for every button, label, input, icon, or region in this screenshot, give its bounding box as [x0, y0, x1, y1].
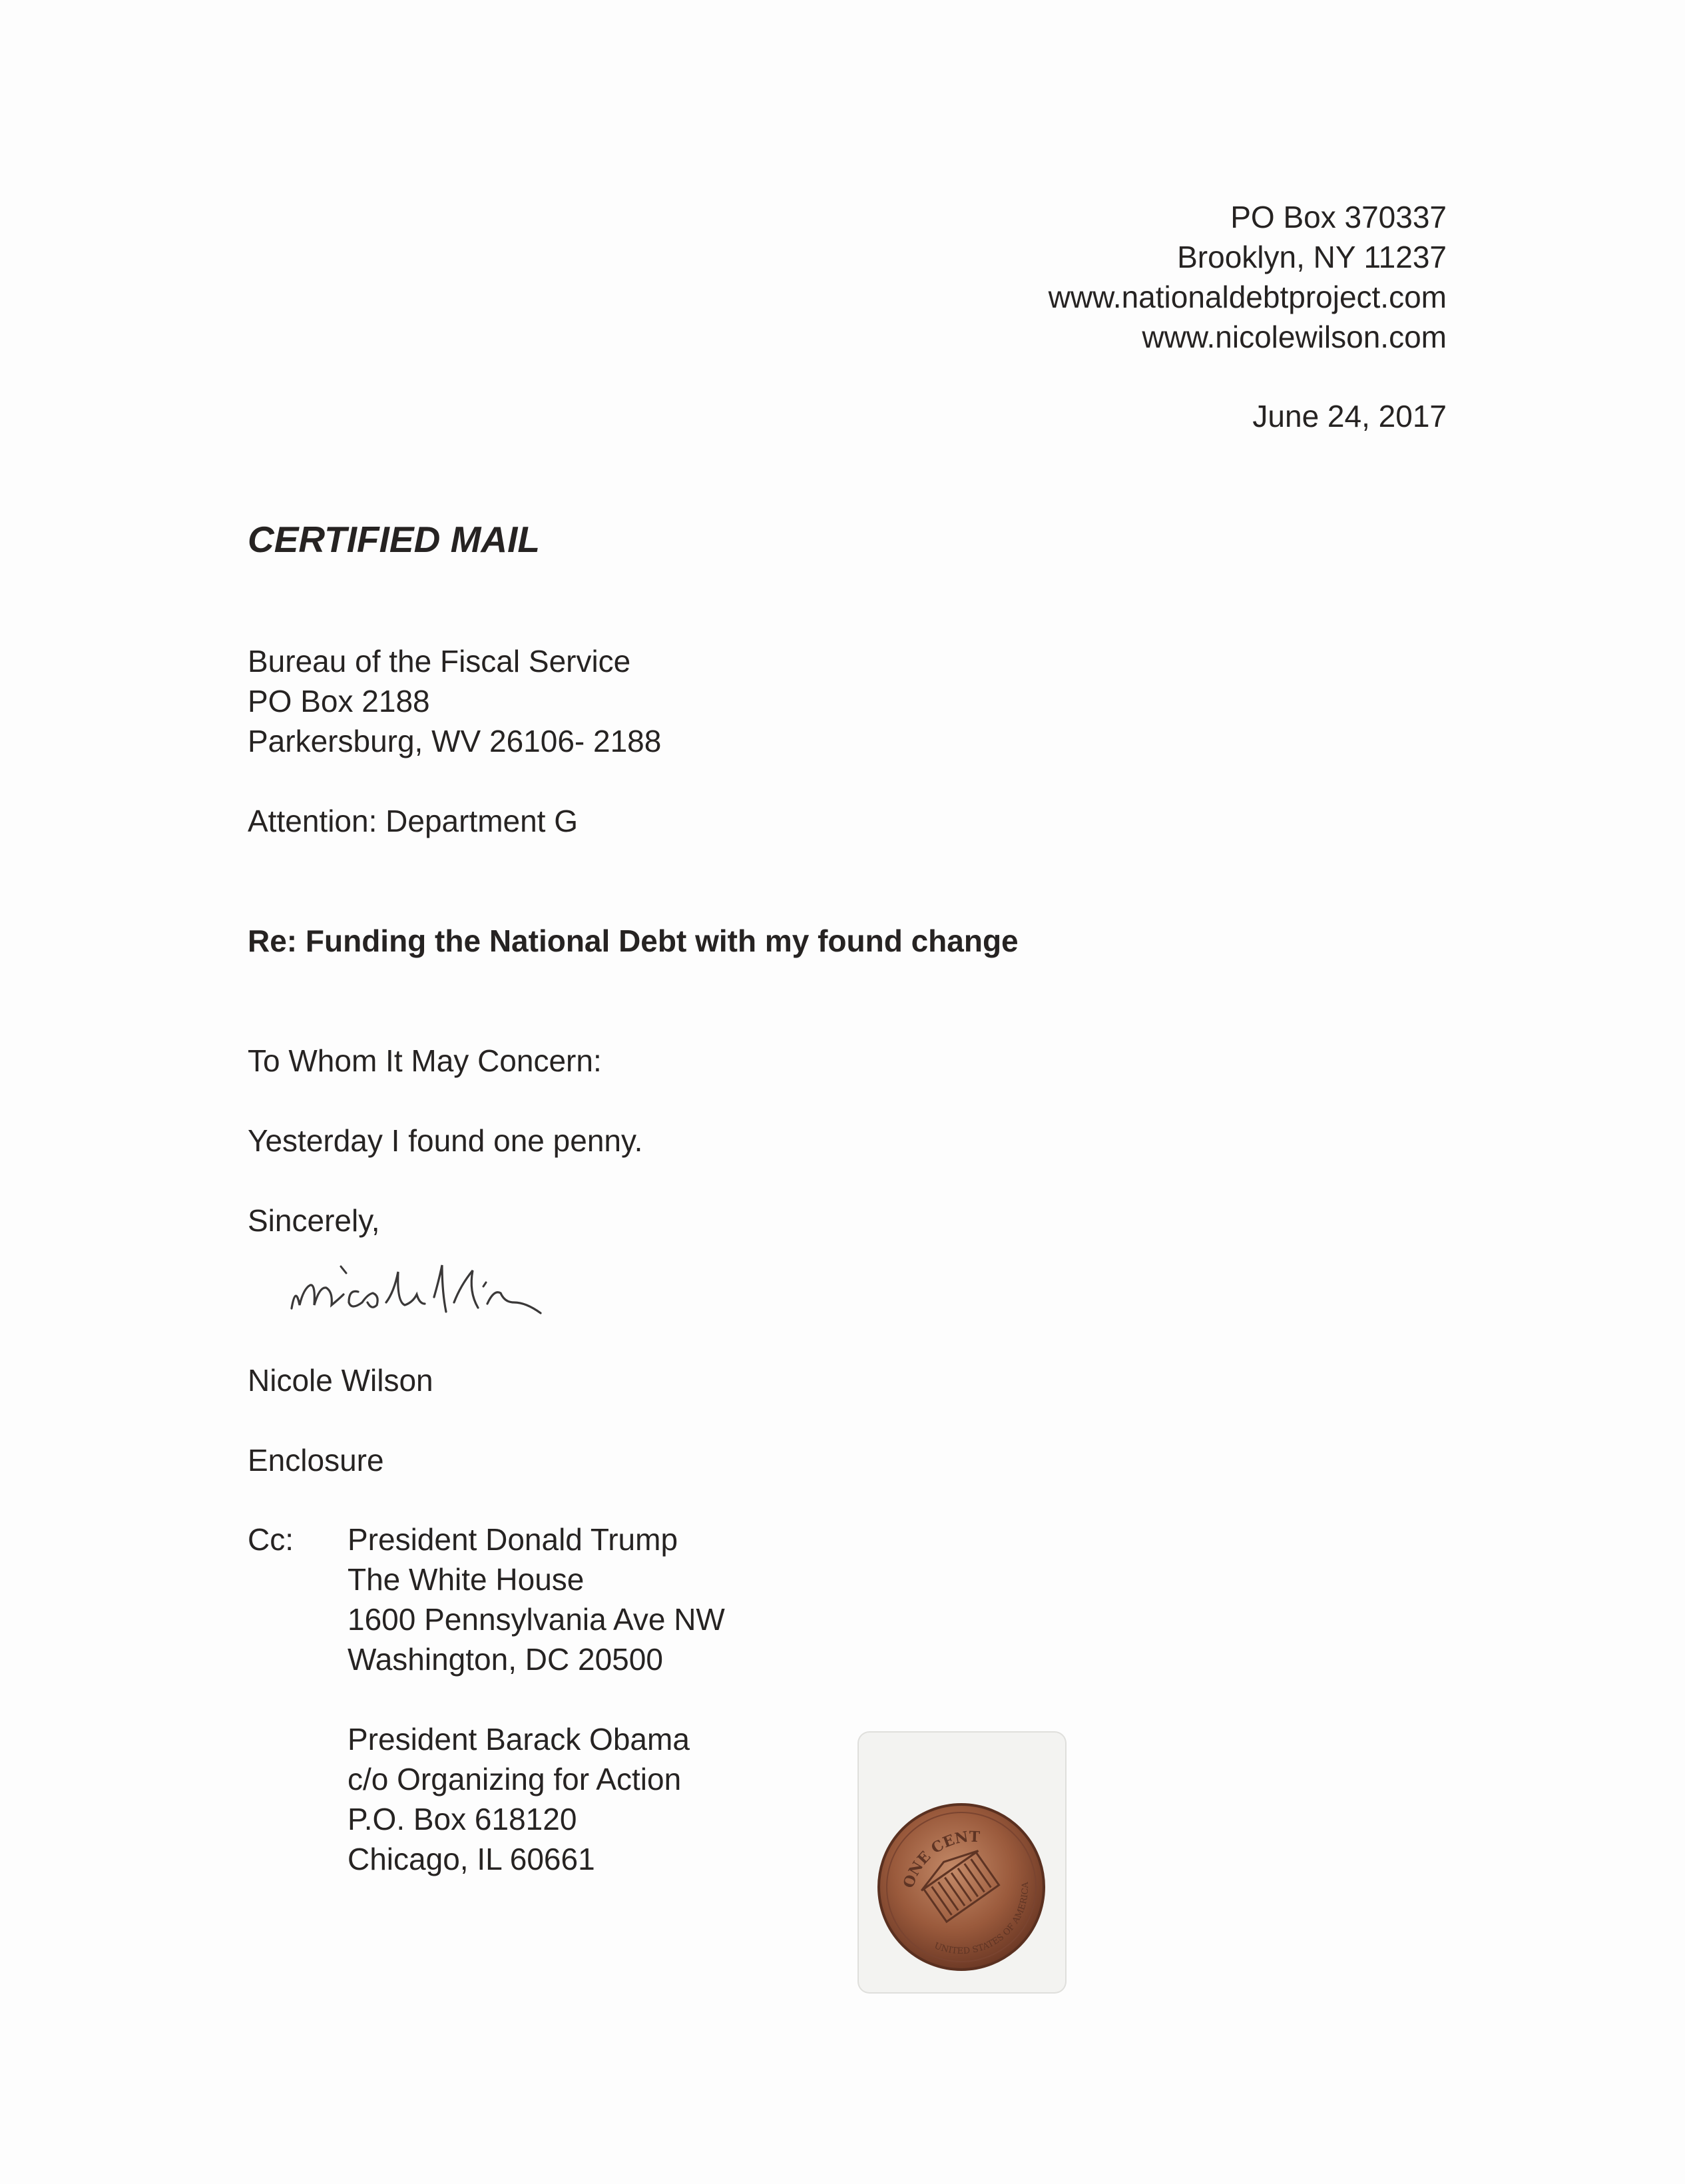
attention-line: Attention: Department G — [248, 804, 579, 838]
enclosure-note: Enclosure — [248, 1443, 384, 1478]
cc-line: 1600 Pennsylvania Ave NW — [348, 1602, 725, 1637]
cc-label: Cc: — [248, 1522, 294, 1557]
recipient-city: Parkersburg, WV 26106- 2188 — [248, 724, 662, 758]
cc-line: c/o Organizing for Action — [348, 1762, 682, 1796]
cc-recipient-obama — [348, 1719, 690, 1879]
coin-bottom-text: UNITED STATES OF AMERICA — [933, 1882, 1031, 1957]
cc-line: P.O. Box 618120 — [348, 1802, 577, 1836]
cc-recipient-trump — [348, 1519, 725, 1679]
letter-body: Yesterday I found one penny. — [248, 1123, 643, 1158]
recipient-name: Bureau of the Fiscal Service — [248, 644, 631, 679]
sender-address — [1049, 197, 1447, 357]
cc-line: The White House — [348, 1562, 585, 1597]
sender-website-personal: www.nicolewilson.com — [1142, 320, 1447, 354]
closing: Sincerely, — [248, 1203, 380, 1238]
cc-line: Chicago, IL 60661 — [348, 1842, 595, 1876]
signer-name: Nicole Wilson — [248, 1363, 433, 1398]
salutation: To Whom It May Concern: — [248, 1043, 602, 1078]
sender-po-box: PO Box 370337 — [1230, 200, 1447, 234]
certified-mail-heading: CERTIFIED MAIL — [248, 519, 540, 560]
recipient-po-box: PO Box 2188 — [248, 684, 430, 718]
penny-coin — [875, 1800, 1048, 1974]
subject-line: Re: Funding the National Debt with my found change — [248, 924, 1019, 958]
handwritten-signature — [280, 1238, 679, 1338]
cc-line: President Barack Obama — [348, 1722, 690, 1757]
sender-city: Brooklyn, NY 11237 — [1177, 240, 1447, 274]
letter-date: June 24, 2017 — [1252, 399, 1447, 433]
cc-line: Washington, DC 20500 — [348, 1642, 663, 1677]
coin-top-text: ONE CENT — [899, 1828, 981, 1890]
sender-website-project: www.nationaldebtproject.com — [1048, 280, 1447, 314]
recipient-address — [248, 641, 661, 761]
cc-line: President Donald Trump — [348, 1522, 678, 1557]
